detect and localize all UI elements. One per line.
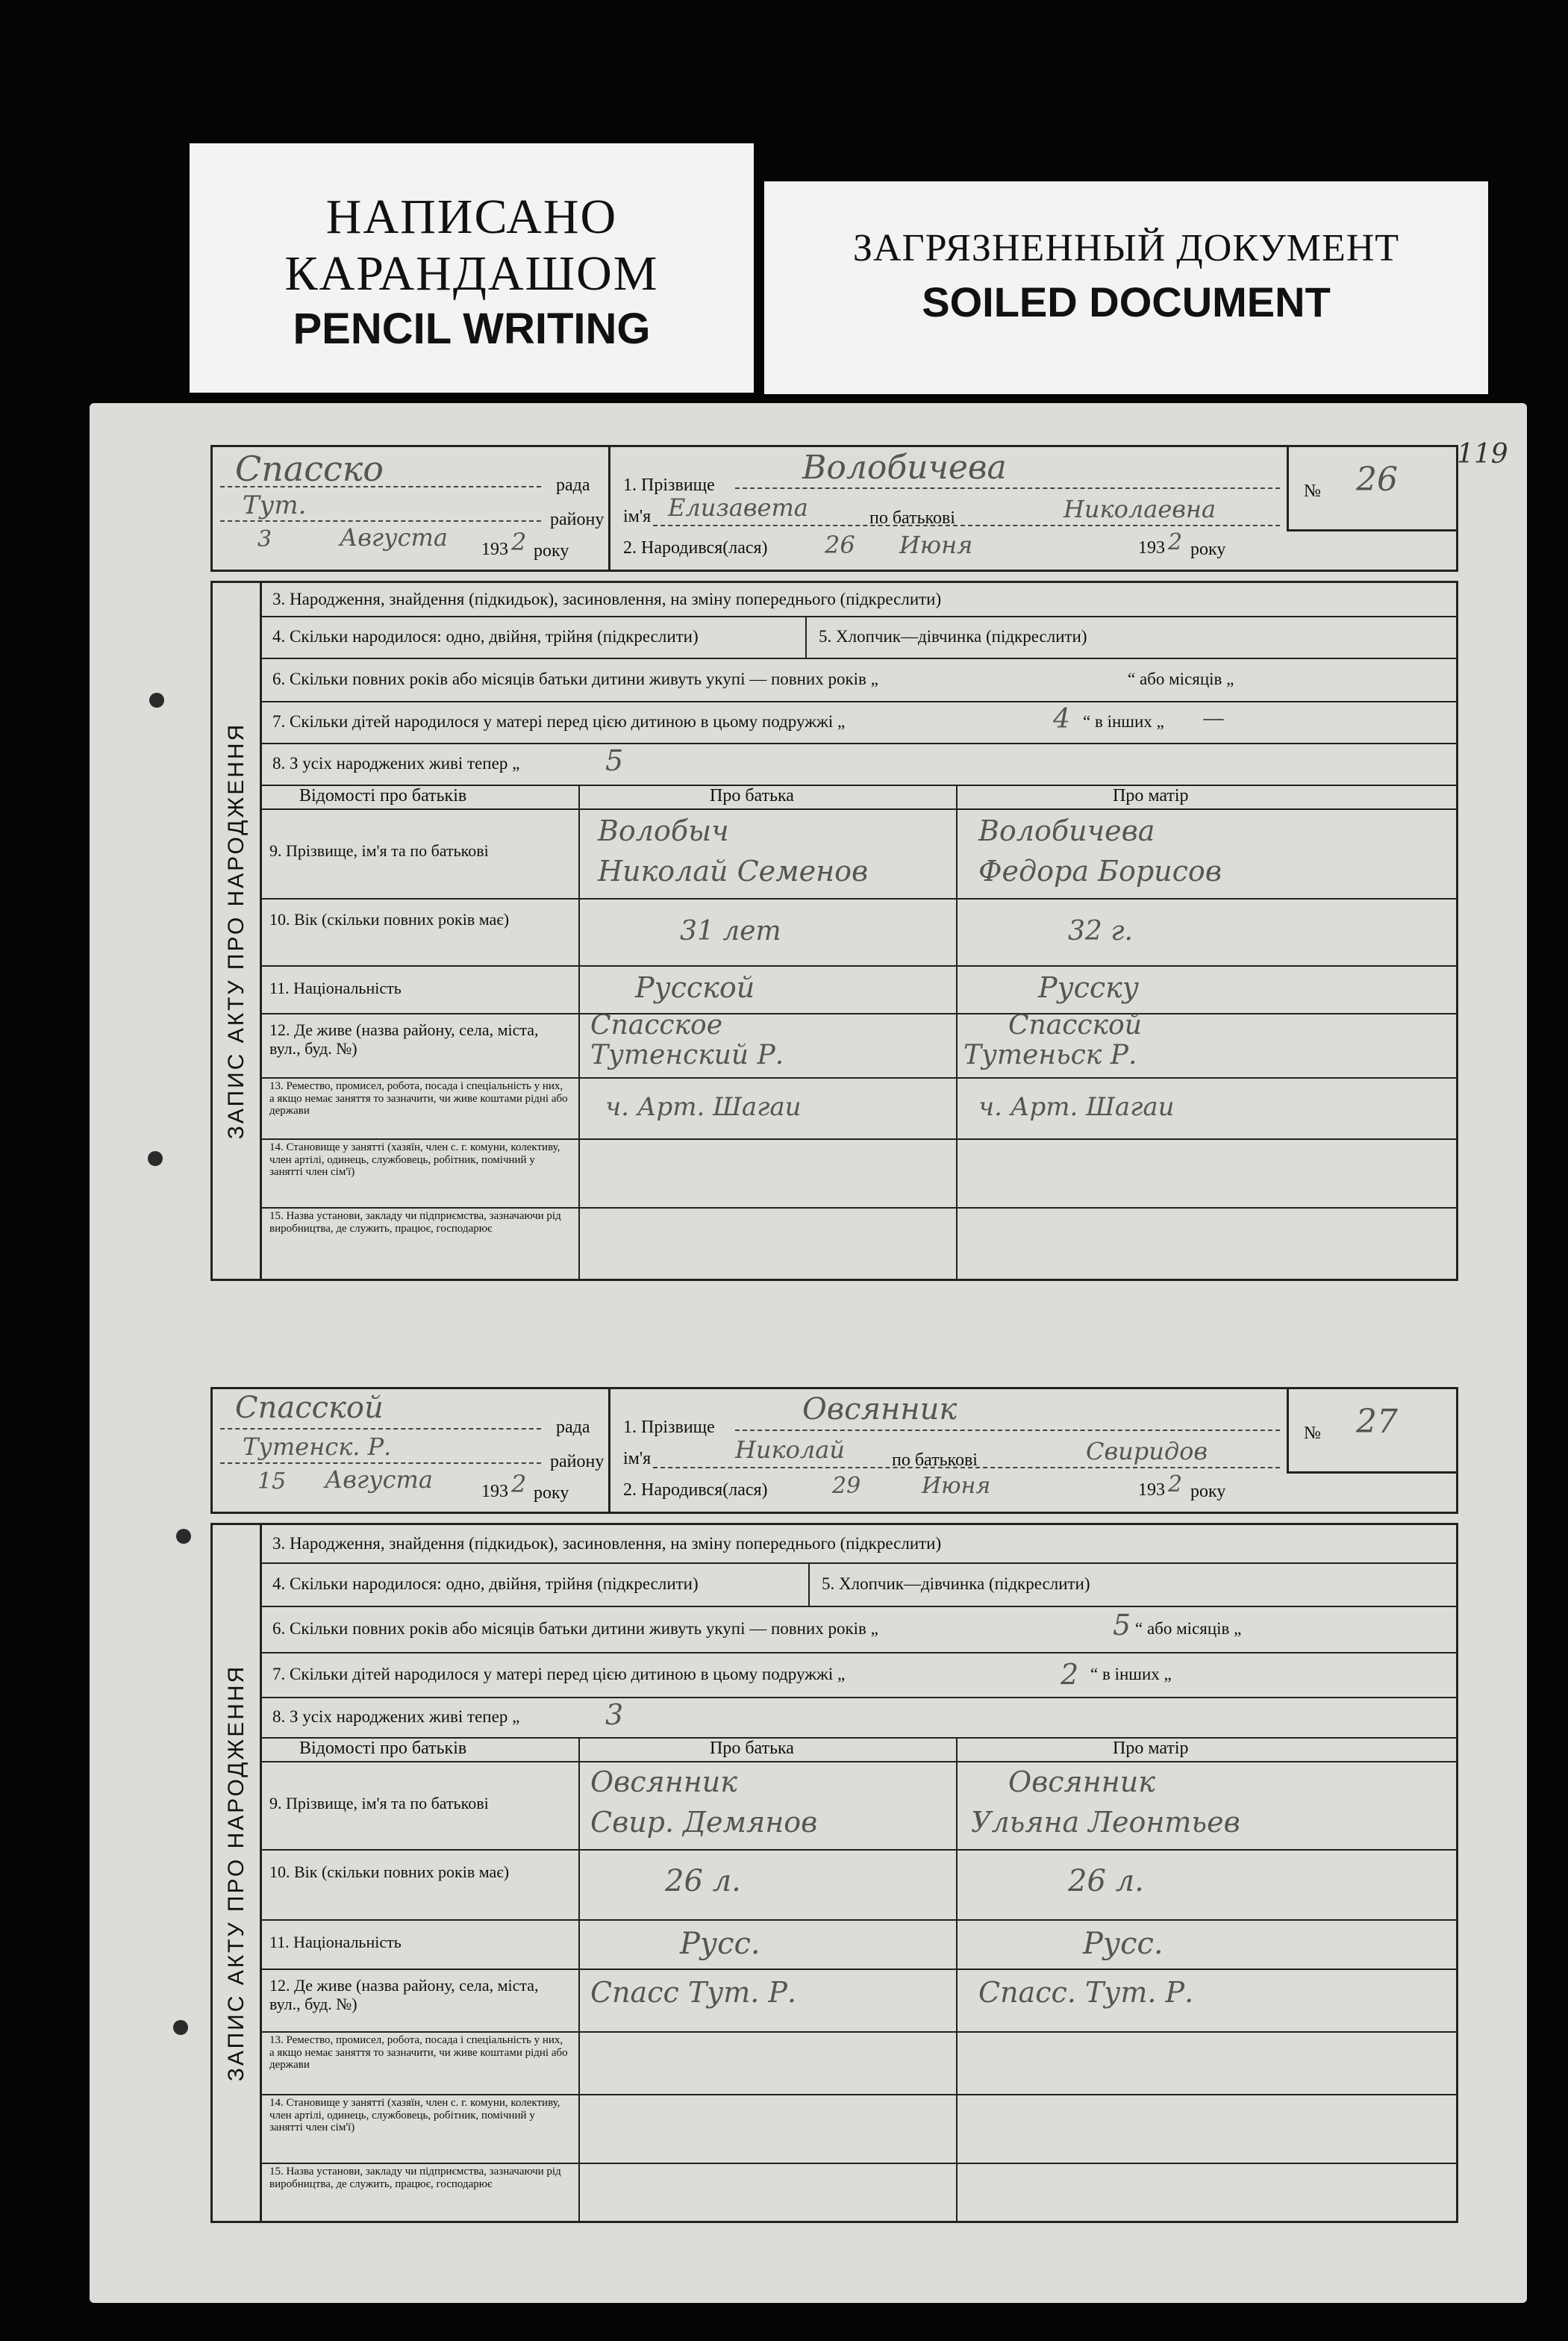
row-3-text: 3. Народження, знайдення (підкидьок), засиновлення, на зміну попереднього (підкреслити) (272, 590, 942, 608)
label-raionu: району (550, 1452, 605, 1471)
father-addr1: Спасское (590, 1010, 722, 1041)
row-4-5 (262, 1562, 1456, 1607)
row-12-label: 12. Де живе (назва району, села, міста, вул., буд. №) (269, 1976, 539, 2014)
birth-record-2 (210, 1387, 1458, 2223)
hw-year: 2 (511, 1470, 527, 1498)
father-name1: Овсянник (590, 1765, 737, 1798)
row-8-text: 8. З усіх народжених живі тепер „ (272, 754, 520, 773)
stamp-line: ЗАГРЯЗНЕННЫЙ ДОКУМЕНТ (852, 227, 1400, 269)
mother-nation: Русску (1038, 971, 1139, 1004)
row-4-text: 4. Скільки народилося: одно, двійня, трійня (підкреслити) (272, 627, 699, 646)
mother-nation: Русс. (1083, 1927, 1163, 1961)
row-7-text: 7. Скільки дітей народилося у матері перед цією дитиною в цьому подружжі „ (272, 1665, 846, 1683)
divider (805, 616, 807, 658)
row-6-text: 6. Скільки повних років або місяців батьки дитини живуть укупі — повних років „ (272, 670, 878, 688)
row-7-text: 7. Скільки дітей народилося у матері перед цією дитиною в цьому подружжі „ (272, 712, 846, 731)
label-born: 2. Народився(лася) (623, 1480, 768, 1500)
record-body (210, 1523, 1458, 2223)
label-raionu: району (550, 510, 605, 529)
child-block (608, 447, 1289, 570)
hw-surname: Овсянник (802, 1392, 958, 1427)
stamp-line: PENCIL WRITING (293, 305, 651, 353)
row-12 (262, 1010, 1456, 1079)
row-12-label: 12. Де живе (назва району, села, міста, вул., буд. №) (269, 1020, 539, 1059)
mother-addr1: Спасской (1008, 1010, 1142, 1041)
father-name2: Свир. Демянов (590, 1806, 818, 1839)
row-7 (262, 701, 1456, 744)
label-year: 193 (481, 1482, 508, 1501)
col-mother: Про матір (1113, 1739, 1189, 1758)
pencil-writing-stamp (190, 143, 754, 393)
row-14-label: 14. Становище у занятті (хазяїн, член с. г. комуни, колективу, член артілі, одинець, службовець, робітник, помічний у занятті член сім'ї) (269, 1141, 560, 1178)
hw-rada: Спасско (235, 449, 384, 489)
hw-day: 15 (257, 1468, 287, 1494)
row-14-label: 14. Становище у занятті (хазяїн, член с. г. комуни, колективу, член артілі, одинець, службовець, робітник, помічний у занятті член сім'ї) (269, 2097, 560, 2133)
hw-raion: Тут. (243, 490, 307, 520)
vertical-title-text: ЗАПИС АКТУ ПРО НАРОДЖЕННЯ (223, 1664, 249, 2082)
father-nation: Русской (635, 971, 755, 1004)
label-surname: 1. Прізвище (623, 1418, 715, 1437)
col-info: Відомості про батьків (299, 786, 467, 805)
row-13 (262, 1077, 1456, 1140)
divider (808, 1562, 810, 1606)
parents-table (262, 1737, 1456, 2221)
label-name: ім'я (623, 1449, 652, 1468)
label-name: ім'я (623, 507, 652, 526)
label-roku: року (1190, 540, 1226, 559)
label-surname: 1. Прізвище (623, 476, 715, 495)
col-father: Про батька (710, 786, 794, 805)
father-nation: Русс. (680, 1927, 760, 1961)
hw-years-together: 5 (1113, 1609, 1131, 1642)
hw-day: 3 (257, 526, 272, 552)
mother-addr2: Тутеньск Р. (963, 1040, 1137, 1070)
record-body (210, 581, 1458, 1281)
label-roku: року (1190, 1482, 1226, 1501)
father-name1: Волобыч (598, 814, 729, 847)
hw-year: 2 (511, 528, 527, 556)
row-15-label: 15. Назва установи, закладу чи підприємства, зазначаючи рід виробництва, де служить, працює, господарює (269, 2166, 561, 2190)
mother-addr1: Спасс. Тут. Р. (978, 1976, 1194, 2009)
vertical-title (213, 1525, 262, 2221)
hw-month: Августа (340, 523, 448, 552)
hw-born-month: Июня (899, 531, 973, 559)
record-header (210, 1387, 1458, 1514)
row-7-text-b: “ в інших „ (1083, 712, 1164, 731)
soiled-document-stamp (764, 181, 1488, 394)
row-13-label: 13. Ремество, промисел, робота, посада і спеціальність у них, а якщо немає заняття то зазначити, чи живе коштами рідні або держави (269, 1080, 568, 1117)
label-rada: рада (556, 476, 590, 495)
hw-born-year: 2 (1168, 529, 1183, 555)
row-3 (262, 583, 1456, 617)
label-patronymic: по батькові (869, 508, 955, 528)
punch-hole (176, 1529, 191, 1544)
label-patronymic: по батькові (892, 1450, 978, 1470)
label-rada: рада (556, 1418, 590, 1437)
label-number: № (1304, 1424, 1321, 1443)
hw-alive: 3 (605, 1698, 624, 1731)
label-year: 193 (1138, 1480, 1165, 1500)
row-11 (262, 1919, 1456, 1970)
row-3 (262, 1525, 1456, 1564)
row-10-label: 10. Вік (скільки повних років має) (269, 1862, 510, 1881)
row-11-label: 11. Національність (269, 1933, 402, 1951)
label-year: 193 (1138, 538, 1165, 558)
record-header (210, 445, 1458, 572)
hw-month: Августа (325, 1465, 433, 1494)
hw-alive: 5 (605, 744, 624, 777)
row-6-text-b: “ або місяців „ (1128, 670, 1234, 688)
hw-rada: Спасской (235, 1391, 384, 1425)
father-age: 31 лет (680, 916, 781, 947)
margin-number: 119 (1457, 439, 1508, 470)
father-name2: Николай Семенов (598, 855, 869, 888)
row-9-label: 9. Прізвище, ім'я та по батькові (269, 841, 489, 860)
father-job: ч. Арт. Шагаи (605, 1092, 802, 1122)
mother-age: 26 л. (1068, 1864, 1144, 1898)
hw-born-day: 29 (832, 1473, 861, 1499)
row-15-label: 15. Назва установи, закладу чи підприємства, зазначаючи рід виробництва, де служить, працює, господарює (269, 1210, 561, 1235)
stamp-line: КАРАНДАШОМ (284, 246, 659, 301)
row-7 (262, 1652, 1456, 1698)
vertical-title-text: ЗАПИС АКТУ ПРО НАРОДЖЕННЯ (223, 722, 249, 1140)
child-block (608, 1389, 1289, 1512)
underline (220, 486, 541, 487)
table-head (262, 785, 1456, 810)
row-13-label: 13. Ремество, промисел, робота, посада і спеціальність у них, а якщо немає заняття то зазначити, чи живе коштами рідні або держави (269, 2034, 568, 2071)
hw-raion: Тутенск. Р. (243, 1433, 392, 1461)
row-14 (262, 1138, 1456, 1209)
hw-name: Елизавета (668, 493, 808, 522)
row-8 (262, 1697, 1456, 1739)
hw-children-before: 4 (1053, 704, 1070, 735)
hw-patronymic: Свиридов (1086, 1437, 1208, 1465)
col-info: Відомості про батьків (299, 1739, 467, 1758)
row-10-label: 10. Вік (скільки повних років має) (269, 910, 510, 929)
father-addr1: Спасс Тут. Р. (590, 1976, 797, 2009)
row-4-text: 4. Скільки народилося: одно, двійня, трійня (підкреслити) (272, 1574, 699, 1593)
punch-hole (148, 1151, 163, 1166)
row-5-text: 5. Хлопчик—дівчинка (підкреслити) (819, 627, 1087, 646)
father-age: 26 л. (665, 1864, 741, 1898)
label-year: 193 (481, 540, 508, 559)
label-roku: року (534, 1483, 569, 1503)
col-mother: Про матір (1113, 786, 1189, 805)
underline (653, 1467, 1280, 1468)
hw-children-other: — (1202, 705, 1225, 732)
row-10 (262, 1849, 1456, 1921)
label-roku: року (534, 541, 569, 561)
punch-hole (149, 693, 164, 708)
label-born: 2. Народився(лася) (623, 538, 768, 558)
row-8 (262, 743, 1456, 786)
row-11 (262, 965, 1456, 1014)
vertical-title (213, 583, 262, 1279)
label-number: № (1304, 481, 1321, 501)
row-4-5 (262, 616, 1456, 659)
row-5-text: 5. Хлопчик—дівчинка (підкреслити) (822, 1574, 1090, 1593)
hw-children-before: 2 (1061, 1658, 1079, 1691)
row-6 (262, 658, 1456, 702)
hw-born-year: 2 (1168, 1471, 1183, 1497)
hw-born-month: Июня (922, 1473, 991, 1499)
row-6 (262, 1606, 1456, 1653)
row-3-text: 3. Народження, знайдення (підкидьок), засиновлення, на зміну попереднього (підкреслити) (272, 1534, 942, 1553)
row-6-text: 6. Скільки повних років або місяців батьки дитини живуть укупі — повних років „ (272, 1619, 878, 1638)
stamp-line: SOILED DOCUMENT (922, 278, 1331, 325)
row-9 (262, 808, 1456, 900)
mother-name2: Федора Борисов (978, 855, 1222, 888)
table-head (262, 1737, 1456, 1762)
mother-name1: Волобичева (978, 814, 1155, 847)
row-6-text-b: “ або місяців „ (1135, 1619, 1242, 1638)
row-11-label: 11. Національність (269, 979, 402, 997)
hw-number: 27 (1356, 1403, 1398, 1441)
hw-patronymic: Николаевна (1063, 495, 1216, 523)
mother-job: ч. Арт. Шагаи (978, 1092, 1175, 1122)
number-block (1287, 447, 1456, 532)
mother-name1: Овсянник (1008, 1765, 1155, 1798)
stamp-line: НАПИСАНО (325, 190, 618, 244)
row-9 (262, 1761, 1456, 1851)
underline (653, 525, 1280, 526)
underline (220, 520, 541, 522)
hw-name: Николай (735, 1436, 845, 1464)
underline (735, 487, 1280, 489)
council-block (213, 447, 610, 570)
underline (220, 1462, 541, 1464)
birth-record-1 (210, 445, 1458, 1281)
row-8-text: 8. З усіх народжених живі тепер „ (272, 1707, 520, 1726)
father-addr2: Тутенский Р. (590, 1040, 784, 1070)
row-7-text-b: “ в інших „ (1090, 1665, 1172, 1683)
mother-age: 32 г. (1068, 916, 1133, 947)
council-block (213, 1389, 610, 1512)
mother-name2: Ульяна Леонтьев (971, 1806, 1240, 1839)
number-block (1287, 1389, 1456, 1474)
underline (220, 1428, 541, 1430)
row-14 (262, 2094, 1456, 2164)
punch-hole (173, 2020, 188, 2035)
row-12 (262, 1969, 1456, 2033)
hw-number: 26 (1356, 461, 1398, 499)
parents-table (262, 785, 1456, 1279)
hw-surname: Волобичева (802, 449, 1007, 487)
row-9-label: 9. Прізвище, ім'я та по батькові (269, 1794, 489, 1812)
row-13 (262, 2031, 1456, 2095)
row-10 (262, 898, 1456, 967)
hw-born-day: 26 (825, 531, 855, 559)
col-father: Про батька (710, 1739, 794, 1758)
underline (735, 1430, 1280, 1431)
